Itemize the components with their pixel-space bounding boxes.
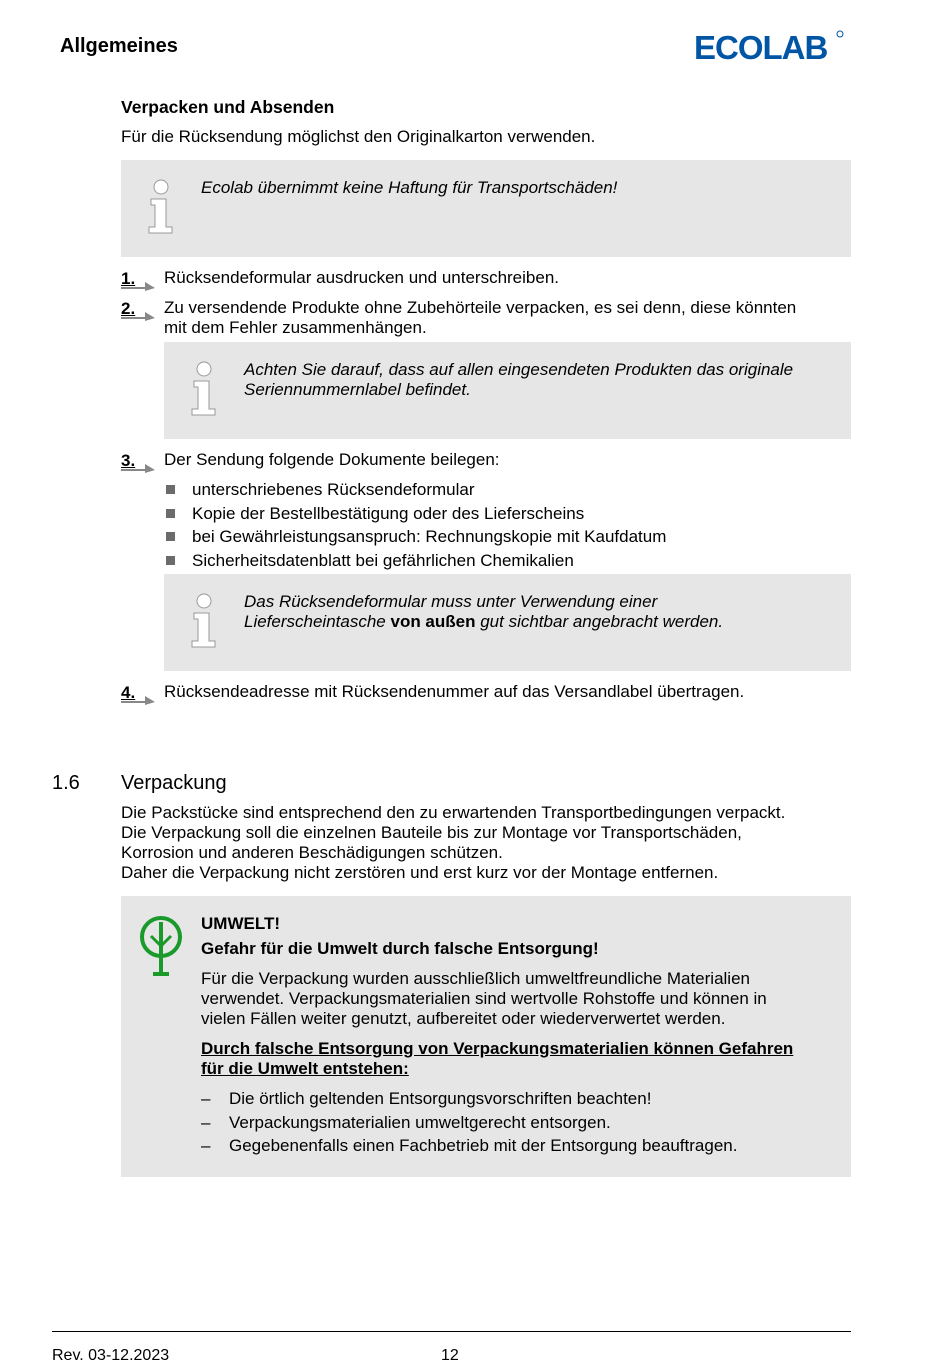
- list-item: unterschriebenes Rücksendeformular: [192, 480, 475, 499]
- info-text: Achten Sie darauf, dass auf allen eingesendeten Produkten das originale: [244, 360, 794, 379]
- environment-notice-box: [121, 896, 851, 1177]
- notice-label: UMWELT!: [201, 914, 280, 933]
- footer-divider: [52, 1331, 851, 1332]
- step-arrow-icon: [121, 279, 157, 291]
- step-number: 2.: [121, 299, 136, 318]
- bullet-square-icon: [166, 509, 175, 518]
- subsection-heading: Verpacken und Absenden: [121, 97, 335, 117]
- tree-icon: [139, 916, 183, 978]
- notice-body-line: Für die Verpackung wurden ausschließlich umweltfreundliche Materialien: [201, 969, 750, 988]
- info-text-part: Lieferscheintasche: [244, 612, 391, 631]
- step-arrow-icon: [121, 461, 157, 473]
- info-text: Seriennummernlabel befindet.: [244, 380, 471, 399]
- page-header-title: Allgemeines: [60, 35, 178, 57]
- step-number: 3.: [121, 451, 136, 470]
- dash-bullet: –: [201, 1136, 211, 1155]
- action-item: Verpackungsmaterialien umweltgerecht entsorgen.: [229, 1113, 611, 1132]
- info-text: Ecolab übernimmt keine Haftung für Transportschäden!: [201, 178, 618, 197]
- info-box: [164, 342, 851, 439]
- logo-lettering: ECOLAB: [694, 29, 828, 64]
- section-title: Verpackung: [121, 772, 227, 794]
- ecolab-logo: [694, 28, 844, 64]
- paragraph-line: Die Verpackung soll die einzelnen Bauteile bis zur Montage vor Transportschäden,: [121, 823, 742, 842]
- bullet-square-icon: [166, 556, 175, 565]
- info-icon: [188, 360, 220, 418]
- step-text: Zu versendende Produkte ohne Zubehörteile verpacken, es sei denn, diese könnten: [164, 298, 797, 317]
- notice-body-line: vielen Fällen weiter genutzt, aufbereitet oder wiederverwertet werden.: [201, 1009, 726, 1028]
- step-number: 4.: [121, 683, 136, 702]
- notice-body-line: verwendet. Verpackungsmaterialien sind wertvolle Rohstoffe und können in: [201, 989, 767, 1008]
- step-text: Rücksendeadresse mit Rücksendenummer auf das Versandlabel übertragen.: [164, 682, 745, 701]
- step-number: 1.: [121, 269, 136, 288]
- step-arrow-icon: [121, 693, 157, 705]
- section-number: 1.6: [52, 772, 80, 794]
- paragraph-line: Daher die Verpackung nicht zerstören und erst kurz vor der Montage entfernen.: [121, 863, 719, 882]
- notice-subtitle: Gefahr für die Umwelt durch falsche Entsorgung!: [201, 939, 599, 958]
- info-text-part: gut sichtbar angebracht werden.: [475, 612, 724, 631]
- info-box: [121, 160, 851, 257]
- list-item: Sicherheitsdatenblatt bei gefährlichen Chemikalien: [192, 551, 574, 570]
- notice-warning-line: Durch falsche Entsorgung von Verpackungsmaterialien können Gefahren: [201, 1039, 794, 1058]
- paragraph-line: Korrosion und anderen Beschädigungen schützen.: [121, 843, 503, 862]
- paragraph-line: Die Packstücke sind entsprechend den zu erwartenden Transportbedingungen verpackt.: [121, 803, 786, 822]
- action-item: Die örtlich geltenden Entsorgungsvorschriften beachten!: [229, 1089, 652, 1108]
- info-icon: [145, 178, 177, 236]
- footer-revision: Rev. 03-12.2023: [52, 1347, 170, 1364]
- bullet-square-icon: [166, 485, 175, 494]
- intro-text: Für die Rücksendung möglichst den Originalkarton verwenden.: [121, 127, 596, 146]
- dash-bullet: –: [201, 1113, 211, 1132]
- step-arrow-icon: [121, 309, 157, 321]
- info-box: [164, 574, 851, 671]
- notice-warning-line: für die Umwelt entstehen:: [201, 1059, 409, 1078]
- list-item: Kopie der Bestellbestätigung oder des Lieferscheins: [192, 504, 585, 523]
- step-text: mit dem Fehler zusammenhängen.: [164, 318, 427, 337]
- dash-bullet: –: [201, 1089, 211, 1108]
- bullet-square-icon: [166, 532, 175, 541]
- page-number: 12: [441, 1347, 459, 1364]
- step-text: Rücksendeformular ausdrucken und unterschreiben.: [164, 268, 560, 287]
- info-text: Das Rücksendeformular muss unter Verwendung einer: [244, 592, 658, 611]
- info-text-emphasis: von außen: [390, 612, 476, 631]
- info-icon: [188, 592, 220, 650]
- step-text: Der Sendung folgende Dokumente beilegen:: [164, 450, 500, 469]
- info-text: [244, 612, 723, 632]
- action-item: Gegebenenfalls einen Fachbetrieb mit der Entsorgung beauftragen.: [229, 1136, 738, 1155]
- list-item: bei Gewährleistungsanspruch: Rechnungskopie mit Kaufdatum: [192, 527, 667, 546]
